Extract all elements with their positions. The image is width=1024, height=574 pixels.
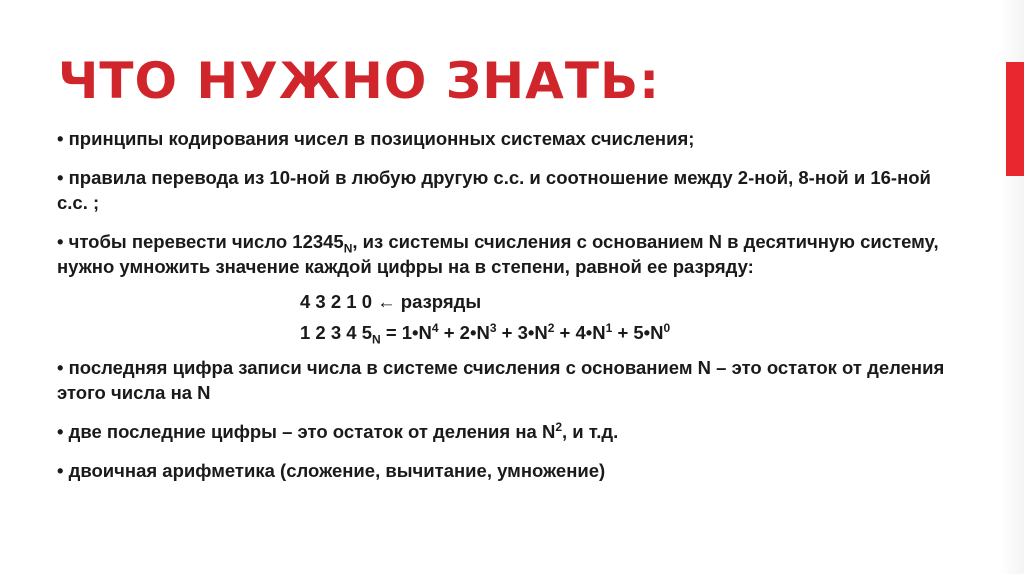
bullet-conversion-rules: • правила перевода из 10-ной в любую другую с.с. и соотношение между 2-ной, 8-ной и 16-ной с.с. ;	[57, 167, 931, 213]
formula-term-3: + 3•N	[496, 322, 548, 343]
formula-term-1: = 1•N	[380, 322, 432, 343]
bullet-two-last-suffix: , и т.д.	[562, 421, 619, 442]
accent-bar	[1006, 62, 1024, 176]
formula-power-4: 4	[431, 320, 439, 335]
formula-term-2: + 2•N	[438, 322, 490, 343]
digit-positions-line: 4 3 2 1 0 ← разряды	[300, 291, 482, 312]
bullet-binary-arithmetic: • двоичная арифметика (сложение, вычитание, умножение)	[57, 460, 606, 481]
formula-power-0: 0	[663, 320, 671, 335]
bullet-convert-prefix: • чтобы перевести число 12345	[57, 231, 344, 252]
formula-power-2: 2	[547, 320, 555, 335]
power-2-superscript: 2	[555, 419, 562, 434]
bullet-two-last-prefix: • две последние цифры – это остаток от деления на N	[57, 421, 556, 442]
bullet-encoding-principles: • принципы кодирования чисел в позиционных системах счисления;	[57, 128, 695, 149]
bullet-last-digit-part2: N – это остаток от деления этого числа на N	[57, 357, 945, 403]
formula-term-4: + 4•N	[554, 322, 606, 343]
slide-body	[57, 126, 957, 497]
bullet-last-digit	[57, 355, 957, 405]
bullet-convert-number	[57, 229, 957, 279]
expansion-formula	[57, 320, 957, 345]
base-subscript: N	[343, 241, 353, 256]
slide-title: ЧТО НУЖНО ЗНАТЬ:	[58, 52, 661, 110]
bullet-two-last-digits	[57, 419, 957, 444]
formula-power-3: 3	[489, 320, 497, 335]
formula-digits-subscript: N	[372, 332, 381, 347]
formula-power-1: 1	[605, 320, 613, 335]
formula-digits: 1 2 3 4 5	[300, 322, 373, 343]
bullet-convert-suffix: , из системы счисления с основанием N в десятичную систему, нужно умножить значение каждой цифры на в степени, равной ее разряду:	[57, 231, 939, 277]
bullet-last-digit-part1: • последняя цифра записи числа в системе счисления с основанием	[57, 357, 698, 378]
formula-term-5: + 5•N	[612, 322, 664, 343]
